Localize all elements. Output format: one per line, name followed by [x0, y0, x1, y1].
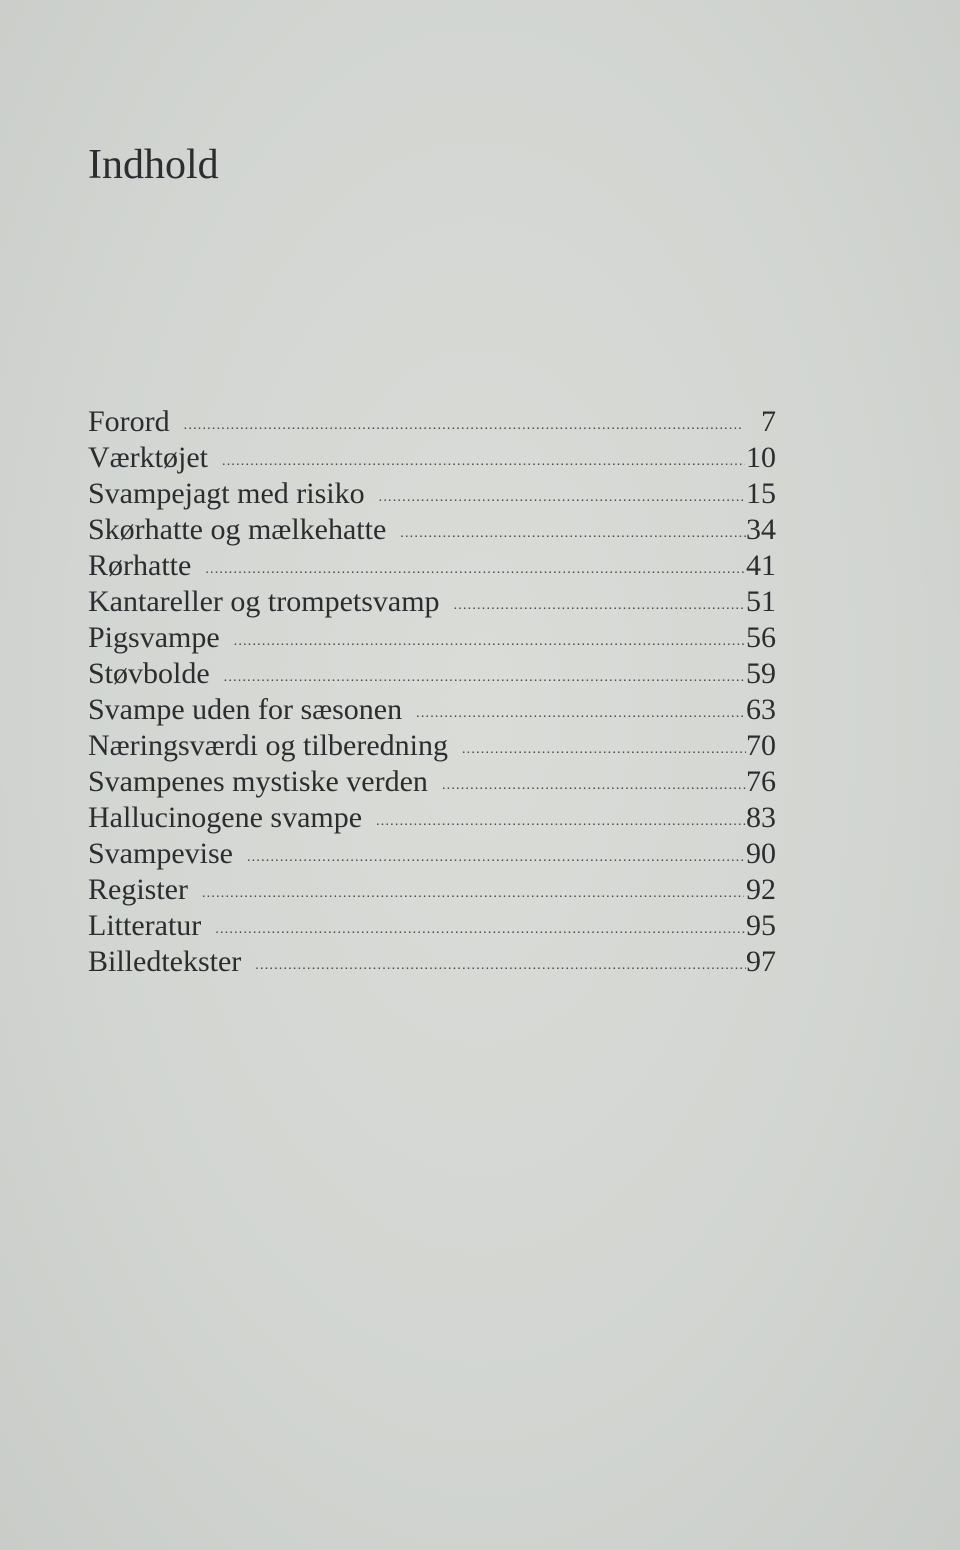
toc-entry-vaerktojet — [88, 440, 776, 476]
toc-entry-label: Støvbolde — [88, 657, 210, 690]
toc-entry-label: Skørhatte og mælkehatte — [88, 513, 387, 546]
toc-entry-stovbolde — [88, 656, 776, 692]
dot-leader — [224, 660, 746, 696]
toc-entry-billedtekster — [88, 944, 776, 980]
toc-entry-label: Forord — [88, 405, 170, 438]
toc-entry-skorhatte — [88, 512, 776, 548]
toc-entry-mystiske-verden — [88, 764, 776, 800]
dot-leader — [442, 768, 746, 804]
toc-entry-page: 83 — [746, 801, 776, 834]
toc-entry-label: Svampevise — [88, 837, 233, 870]
toc-entry-litteratur — [88, 908, 776, 944]
toc-entry-page: 97 — [746, 945, 776, 978]
toc-entry-forord — [88, 404, 776, 440]
toc-entry-page: 56 — [746, 621, 776, 654]
dot-leader — [202, 876, 744, 912]
toc-entry-page: 76 — [746, 765, 776, 798]
toc-entry-page: 7 — [761, 405, 776, 438]
toc-entry-label: Litteratur — [88, 909, 202, 942]
toc-entry-label: Kantareller og trompetsvamp — [88, 585, 440, 618]
toc-entry-page: 70 — [746, 729, 776, 762]
toc-entry-label: Værktøjet — [88, 441, 208, 474]
toc-entry-page: 15 — [746, 477, 776, 510]
toc-entry-svampe-uden-for-saesonen — [88, 692, 776, 728]
dot-leader — [247, 840, 746, 876]
dot-leader — [205, 552, 744, 588]
toc-entry-page: 63 — [746, 693, 776, 726]
table-of-contents — [88, 404, 776, 980]
toc-entry-page: 59 — [746, 657, 776, 690]
toc-entry-label: Svampenes mystiske verden — [88, 765, 428, 798]
toc-entry-pigsvampe — [88, 620, 776, 656]
toc-entry-label: Billedtekster — [88, 945, 242, 978]
toc-entry-page: 41 — [746, 549, 776, 582]
toc-entry-page: 51 — [746, 585, 776, 618]
toc-entry-page: 10 — [746, 441, 776, 474]
dot-leader — [416, 696, 746, 732]
toc-entry-label: Svampe uden for sæsonen — [88, 693, 403, 726]
dot-leader — [215, 912, 745, 948]
toc-entry-label: Næringsværdi og tilberedning — [88, 729, 448, 762]
toc-entry-page: 90 — [746, 837, 776, 870]
toc-entry-kantareller — [88, 584, 776, 620]
toc-entry-svampejagt — [88, 476, 776, 512]
toc-entry-rorhatte — [88, 548, 776, 584]
toc-entry-register — [88, 872, 776, 908]
dot-leader — [376, 804, 746, 840]
toc-entry-page: 92 — [746, 873, 776, 906]
page-title: Indhold — [88, 142, 219, 188]
toc-entry-page: 95 — [746, 909, 776, 942]
toc-entry-hallucinogene — [88, 800, 776, 836]
toc-entry-page: 34 — [746, 513, 776, 546]
dot-leader — [400, 516, 746, 552]
dot-leader — [234, 624, 746, 660]
dot-leader — [379, 480, 746, 516]
toc-entry-label: Hallucinogene svampe — [88, 801, 363, 834]
toc-entry-label: Pigsvampe — [88, 621, 220, 654]
toc-entry-label: Register — [88, 873, 188, 906]
dot-leader — [462, 732, 746, 768]
toc-entry-naeringsvaerdi — [88, 728, 776, 764]
dot-leader — [255, 948, 746, 984]
dot-leader — [454, 588, 746, 624]
dot-leader — [222, 444, 745, 480]
toc-entry-svampevise — [88, 836, 776, 872]
dot-leader — [184, 408, 743, 444]
toc-entry-label: Svampejagt med risiko — [88, 477, 365, 510]
toc-entry-label: Rørhatte — [88, 549, 192, 582]
